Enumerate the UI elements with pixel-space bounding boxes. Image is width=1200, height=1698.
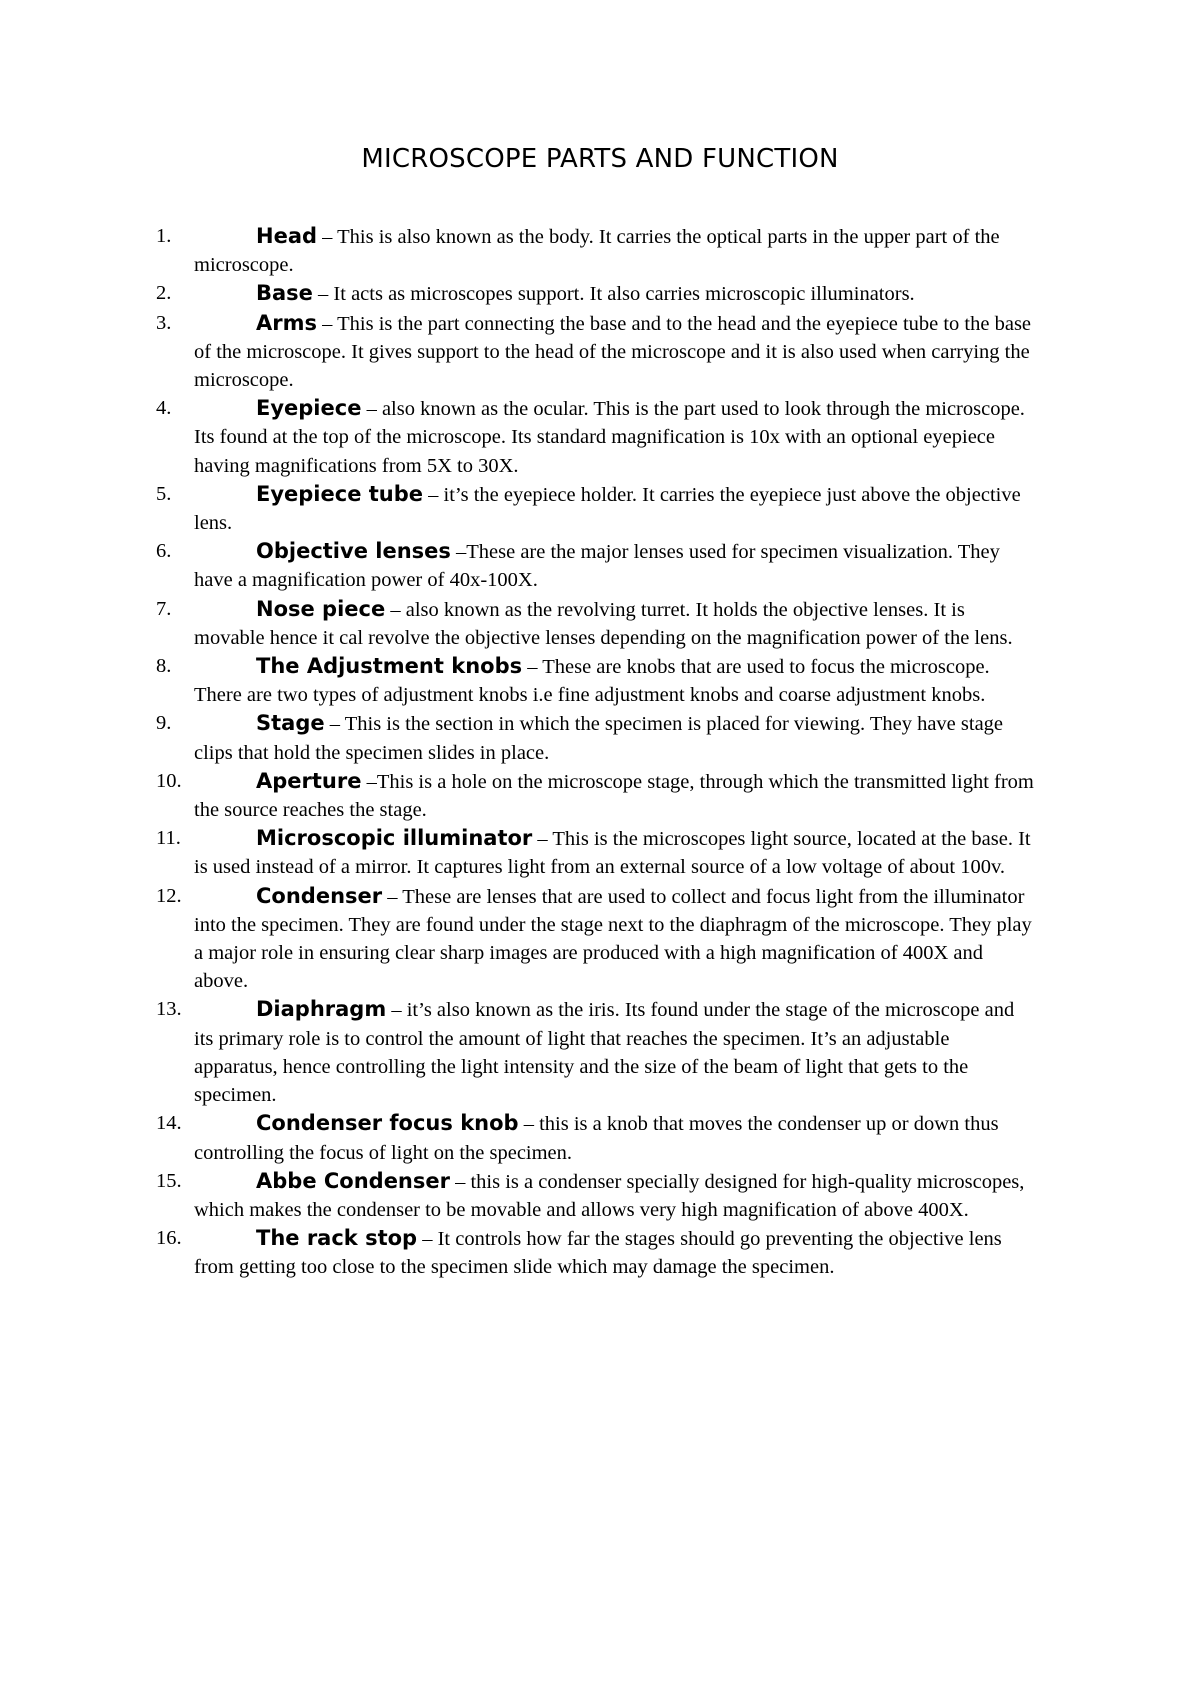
list-item <box>156 1109 1036 1166</box>
item-number: 16. <box>156 1227 182 1250</box>
parts-list <box>156 222 1036 1282</box>
list-item <box>156 767 1036 824</box>
item-number: 9. <box>156 712 172 735</box>
item-number: 3. <box>156 311 172 334</box>
item-number: 13. <box>156 998 182 1021</box>
item-number: 10. <box>156 769 182 792</box>
list-item <box>156 309 1036 395</box>
list-item <box>156 222 1036 279</box>
item-description: – this is a knob that moves the condenser up or down thus controlling the focus of light on the specimen. <box>194 1113 999 1164</box>
list-item <box>156 1167 1036 1224</box>
item-description: – This is also known as the body. It carries the optical parts in the upper part of the microscope. <box>194 226 1000 277</box>
list-item <box>156 279 1036 308</box>
item-term: Condenser <box>256 883 383 908</box>
item-number: 6. <box>156 540 172 563</box>
item-number: 1. <box>156 225 172 247</box>
item-term: Base <box>256 281 313 306</box>
item-description: – This is the section in which the specimen is placed for viewing. They have stage clips that hold the specimen slides in place. <box>194 713 1004 764</box>
list-item <box>156 394 1036 480</box>
item-term: Eyepiece <box>256 396 362 421</box>
item-description: – This is the part connecting the base and to the head and the eyepiece tube to the base of the microscope. It gives support to the head of the microscope and it is also used when carrying the microscope. <box>194 312 1032 392</box>
list-item <box>156 882 1036 996</box>
item-description: – It controls how far the stages should go preventing the objective lens from getting too close to the specimen slide which may damage the specimen. <box>194 1228 1002 1279</box>
item-term: Nose piece <box>256 596 386 621</box>
item-description: – also known as the revolving turret. It holds the objective lenses. It is movable hence it cal revolve the objective lenses depending on the magnification power of the lens. <box>194 598 1013 649</box>
item-term: Aperture <box>256 768 362 793</box>
item-description: – it’s also known as the iris. Its found under the stage of the microscope and its primary role is to control the amount of light that reaches the specimen. It’s an adjustable apparatus, hence controlling the light intensity and the size of the beam of light that gets to the specimen. <box>194 999 1015 1107</box>
item-number: 2. <box>156 282 172 305</box>
item-description: – These are lenses that are used to collect and focus light from the illuminator into the specimen. They are found under the stage next to the diaphragm of the microscope. They play a major role in ensuring clear sharp images are produced with a high magnification of 400X and above. <box>194 885 1032 993</box>
item-term: Diaphragm <box>256 997 387 1022</box>
item-description: – also known as the ocular. This is the part used to look through the microscope. Its found at the top of the microscope. Its standard magnification is 10x with an optional eyepiece having magnifications from 5X to 30X. <box>194 398 1025 477</box>
list-item <box>156 995 1036 1109</box>
list-item <box>156 652 1036 709</box>
item-description: – This is the microscopes light source, located at the base. It is used instead of a mirror. It captures light from an external source of a low voltage of about 100v. <box>194 828 1031 879</box>
item-description: –This is a hole on the microscope stage, through which the transmitted light from the source reaches the stage. <box>194 770 1034 822</box>
list-item <box>156 709 1036 766</box>
item-term: Head <box>256 224 318 248</box>
item-term: Condenser focus knob <box>256 1111 519 1136</box>
item-number: 8. <box>156 655 172 678</box>
item-number: 5. <box>156 482 172 505</box>
item-term: Eyepiece tube <box>256 481 424 506</box>
item-description: – this is a condenser specially designed for high-quality microscopes, which makes the condenser to be movable and allows very high magnification of above 400X. <box>194 1170 1025 1221</box>
list-item <box>156 537 1036 594</box>
item-description: – These are knobs that are used to focus the microscope. There are two types of adjustment knobs i.e fine adjustment knobs and coarse adjustment knobs. <box>194 656 990 707</box>
list-item <box>156 480 1036 537</box>
item-number: 4. <box>156 397 172 420</box>
item-term: Abbe Condenser <box>256 1168 450 1193</box>
item-term: Arms <box>256 310 317 335</box>
item-term: Stage <box>256 711 325 736</box>
item-term: Objective lenses <box>256 539 451 564</box>
list-item <box>156 595 1036 652</box>
item-description: –These are the major lenses used for specimen visualization. They have a magnification power of 40x-100X. <box>194 541 1000 592</box>
item-number: 15. <box>156 1169 182 1192</box>
item-term: The Adjustment knobs <box>256 654 523 679</box>
item-number: 11. <box>156 827 181 850</box>
item-description: – It acts as microscopes support. It also carries microscopic illuminators. <box>312 283 915 306</box>
item-description: – it’s the eyepiece holder. It carries the eyepiece just above the objective lens. <box>194 483 1021 535</box>
item-term: Microscopic illuminator <box>256 826 533 851</box>
item-number: 12. <box>156 884 182 907</box>
list-item <box>156 824 1036 881</box>
item-term: The rack stop <box>256 1226 418 1251</box>
document-title: MICROSCOPE PARTS AND FUNCTION <box>361 144 839 174</box>
list-item <box>156 1224 1036 1281</box>
item-number: 14. <box>156 1112 182 1135</box>
item-number: 7. <box>156 597 172 620</box>
